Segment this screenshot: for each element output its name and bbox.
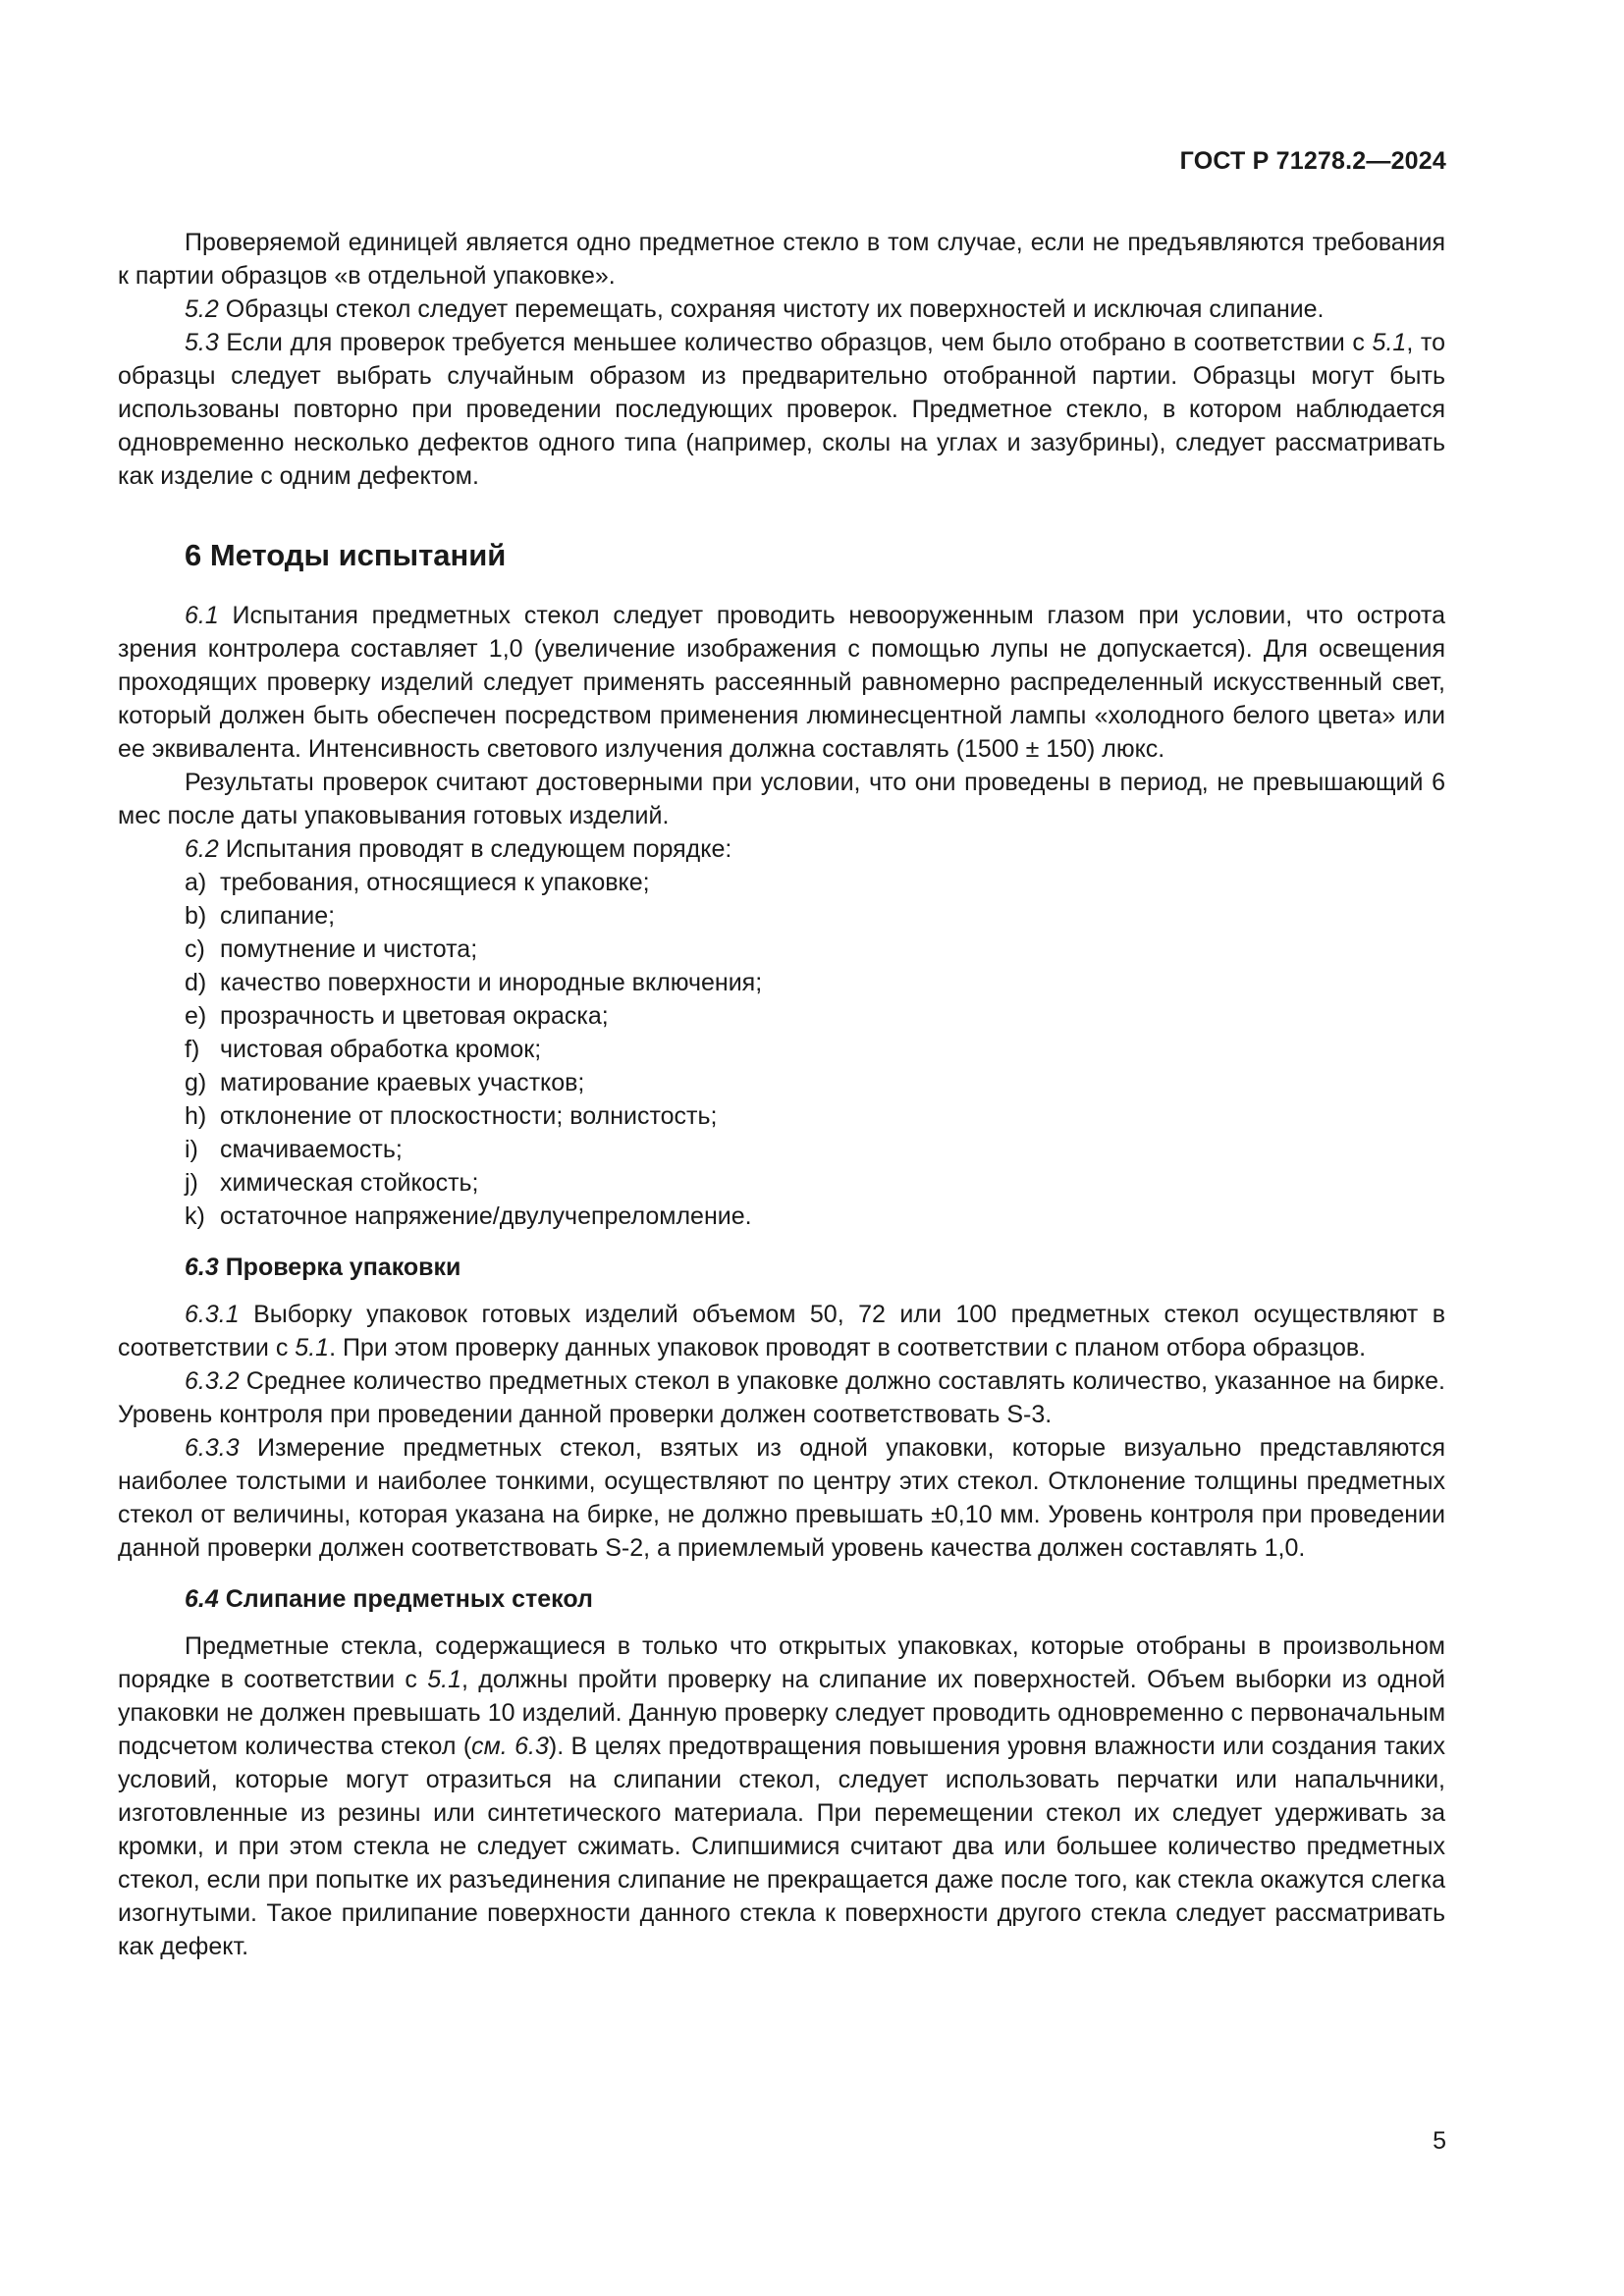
- paragraph-6-1-results: Результаты проверок считают достоверными при условии, что они проведены в период, не превышающий 6 мес после даты упаковывания готовых изделий.: [118, 769, 1445, 829]
- paragraph-5-1-continued: Проверяемой единицей является одно предметное стекло в том случае, если не предъявляются требования к партии образцов «в отдельной упаковке».: [118, 229, 1445, 290]
- test-order-list: [118, 866, 1445, 1233]
- clause-number: 5.3: [185, 329, 219, 356]
- document-code: ГОСТ Р 71278.2—2024: [1179, 147, 1446, 175]
- list-item: h) отклонение от плоскостности; волнистость;: [185, 1102, 718, 1130]
- list-item: i) смачиваемость;: [185, 1136, 403, 1163]
- clause-number: 6.3.3: [185, 1434, 240, 1462]
- clause-reference: см. 6.3: [471, 1733, 549, 1760]
- list-item: d) качество поверхности и инородные включения;: [185, 969, 763, 996]
- paragraph-5-2: 5.2 Образцы стекол следует перемещать, сохраняя чистоту их поверхностей и исключая слипание.: [185, 295, 1325, 323]
- list-item: c) помутнение и чистота;: [185, 935, 478, 963]
- clause-number: 6.3.1: [185, 1301, 240, 1328]
- clause-reference: 5.1: [1372, 329, 1407, 356]
- section-heading-6: 6 Методы испытаний: [185, 538, 507, 572]
- clause-number: 5.2: [185, 295, 219, 323]
- list-item: e) прозрачность и цветовая окраска;: [185, 1002, 609, 1030]
- paragraph-6-3-3: 6.3.3 Измерение предметных стекол, взятых из одной упаковки, которые визуально представляются наиболее толстыми и наиболее тонкими, осуществляют по центру этих стекол. Отклонение толщины предметных стекол от величины, которая указана на бирке, не должно превышать ±0,10 мм. Уровень контроля при проведении данной проверки должен соответствовать S-2, а приемлемый уровень качества должен составлять 1,0.: [118, 1434, 1445, 1562]
- paragraph-6-4: Предметные стекла, содержащиеся в только что открытых упаковках, которые отобраны в произвольном порядке в соответствии с 5.1, должны пройти проверку на слипание их поверхностей. Объем выборки из одной упаковки не должен превышать 10 изделий. Данную проверку следует проводить одновременно с первоначальным подсчетом количества стекол (см. 6.3). В целях предотвращения повышения уровня влажности или создания таких условий, которые могут отразиться на слипании стекол, следует использовать перчатки или напальчники, изготовленные из резины или синтетического материала. При перемещении стекол их следует удерживать за кромки, и при этом стекла не следует сжимать. Слипшимися считают два или большее количество предметных стекол, если при попытке их разъединения слипание не прекращается даже после того, как стекла окажутся слегка изогнутыми. Такое прилипание поверхности данного стекла к поверхности другого стекла следует рассматривать как дефект.: [118, 1632, 1445, 1960]
- clause-reference: 5.1: [295, 1334, 330, 1362]
- paragraph-6-2: 6.2 Испытания проводят в следующем порядке:: [185, 835, 732, 863]
- list-item: k) остаточное напряжение/двулучепреломление.: [185, 1202, 752, 1230]
- clause-number: 6.1: [185, 602, 219, 629]
- clause-number: 6.2: [185, 835, 219, 863]
- paragraph-5-3: 5.3 Если для проверок требуется меньшее количество образцов, чем было отобрано в соответствии с 5.1, то образцы следует выбрать случайным образом из предварительно отобранной партии. Образцы могут быть использованы повторно при проведении последующих проверок. Предметное стекло, в котором наблюдается одновременно несколько дефектов одного типа (например, сколы на углах и зазубрины), следует рассматривать как изделие с одним дефектом.: [118, 329, 1445, 490]
- list-item: g) матирование краевых участков;: [185, 1069, 585, 1096]
- paragraph-6-1: 6.1 Испытания предметных стекол следует проводить невооруженным глазом при условии, что острота зрения контролера составляет 1,0 (увеличение изображения с помощью лупы не допускается). Для освещения проходящих проверку изделий следует применять рассеянный равномерно распределенный искусственный свет, который должен быть обеспечен посредством применения люминесцентной лампы «холодного белого цвета» или ее эквивалента. Интенсивность светового излучения должна составлять (1500 ± 150) люкс.: [118, 602, 1445, 763]
- paragraph-6-3-1: 6.3.1 Выборку упаковок готовых изделий объемом 50, 72 или 100 предметных стекол осуществляют в соответствии с 5.1. При этом проверку данных упаковок проводят в соответствии с планом отбора образцов.: [118, 1301, 1445, 1362]
- clause-reference: 5.1: [427, 1666, 461, 1693]
- list-item: a) требования, относящиеся к упаковке;: [185, 869, 650, 896]
- page-number: 5: [1433, 2127, 1446, 2155]
- clause-number: 6.3.2: [185, 1367, 240, 1395]
- list-item: b) слипание;: [185, 902, 336, 930]
- subsection-heading-6-4: 6.4 Слипание предметных стекол: [185, 1585, 593, 1613]
- list-item: j) химическая стойкость;: [185, 1169, 479, 1197]
- subsection-heading-6-3: 6.3 Проверка упаковки: [185, 1254, 461, 1281]
- paragraph-6-3-2: 6.3.2 Среднее количество предметных стекол в упаковке должно составлять количество, указанное на бирке. Уровень контроля при проведении данной проверки должен соответствовать S-3.: [118, 1367, 1445, 1428]
- page-content: [118, 226, 1445, 1963]
- list-item: f) чистовая обработка кромок;: [185, 1036, 542, 1063]
